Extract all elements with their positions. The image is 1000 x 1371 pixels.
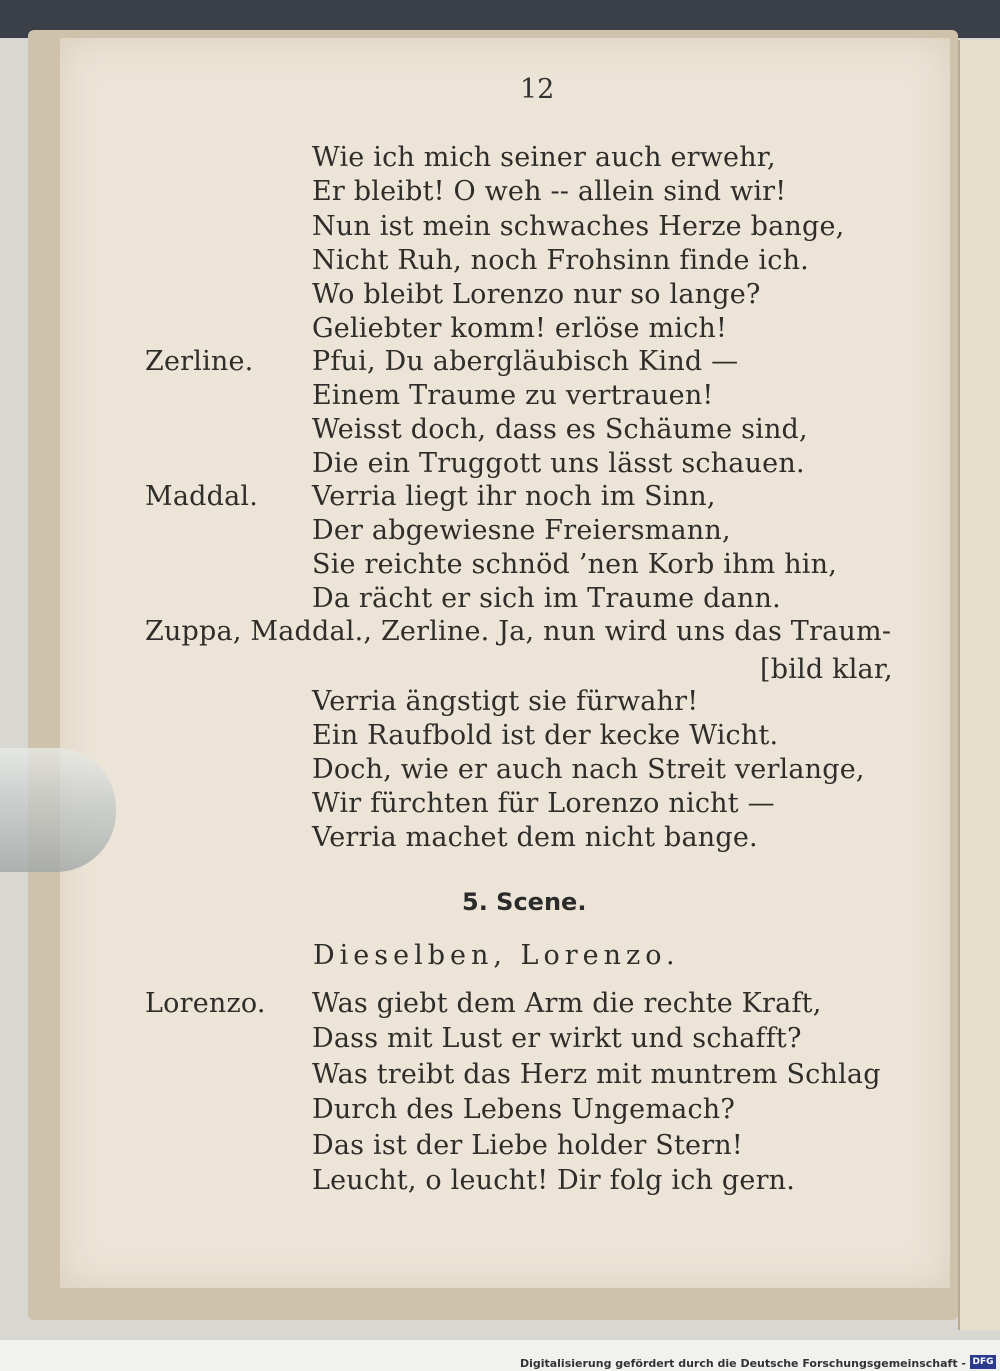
verse-line: Pfui, Du abergläubisch Kind — xyxy=(312,346,739,377)
footer-credit: Digitalisierung gefördert durch die Deutsche Forschungsgemeinschaft - xyxy=(519,1357,966,1370)
verse-line: Einem Traume zu vertrauen! xyxy=(312,380,714,411)
verse-line: Ein Raufbold ist der kecke Wicht. xyxy=(312,720,779,751)
verse-line: Nun ist mein schwaches Herze bange, xyxy=(312,211,845,242)
verse-line: Wie ich mich seiner auch erwehr, xyxy=(312,142,776,173)
verse-line: Der abgewiesne Freiersmann, xyxy=(312,515,731,546)
dfg-logo: DFG xyxy=(970,1355,996,1369)
verse-line: Wo bleibt Lorenzo nur so lange? xyxy=(312,279,761,310)
verse-line: Er bleibt! O weh -- allein sind wir! xyxy=(312,176,787,207)
page-tab-marker xyxy=(0,748,116,872)
scene-heading: 5. Scene. xyxy=(462,888,587,916)
verse-line: Was treibt das Herz mit muntrem Schlag xyxy=(312,1059,881,1090)
verse-line: Verria ängstigt sie fürwahr! xyxy=(312,686,699,717)
chorus-line: Zuppa, Maddal., Zerline. Ja, nun wird uns das Traum- xyxy=(145,616,892,647)
verse-line: Geliebter komm! erlöse mich! xyxy=(312,313,728,344)
speaker-zerline: Zerline. xyxy=(145,346,254,377)
verse-line: Da rächt er sich im Traume dann. xyxy=(312,583,781,614)
verse-line: Was giebt dem Arm die rechte Kraft, xyxy=(312,988,822,1019)
verse-line: Nicht Ruh, noch Frohsinn finde ich. xyxy=(312,245,809,276)
verse-line: Sie reichte schnöd ’nen Korb ihm hin, xyxy=(312,549,838,580)
verse-line: Weisst doch, dass es Schäume sind, xyxy=(312,414,808,445)
verse-line: Durch des Lebens Ungemach? xyxy=(312,1094,736,1125)
verse-line: Die ein Truggott uns lässt schauen. xyxy=(312,448,805,479)
verse-continuation: [bild klar, xyxy=(760,654,893,685)
page-number: 12 xyxy=(520,74,555,105)
verse-line: Wir fürchten für Lorenzo nicht — xyxy=(312,788,775,819)
facing-page-edge xyxy=(958,40,1000,1330)
speaker-lorenzo: Lorenzo. xyxy=(145,988,266,1019)
verse-line: Das ist der Liebe holder Stern! xyxy=(312,1130,743,1161)
verse-line: Verria machet dem nicht bange. xyxy=(312,822,758,853)
verse-line: Leucht, o leucht! Dir folg ich gern. xyxy=(312,1165,796,1196)
speaker-maddal: Maddal. xyxy=(145,481,259,512)
stage-direction: Dieselben, Lorenzo. xyxy=(313,940,680,971)
verse-line: Doch, wie er auch nach Streit verlange, xyxy=(312,754,865,785)
verse-line: Dass mit Lust er wirkt und schafft? xyxy=(312,1023,802,1054)
verse-line: Verria liegt ihr noch im Sinn, xyxy=(312,481,716,512)
